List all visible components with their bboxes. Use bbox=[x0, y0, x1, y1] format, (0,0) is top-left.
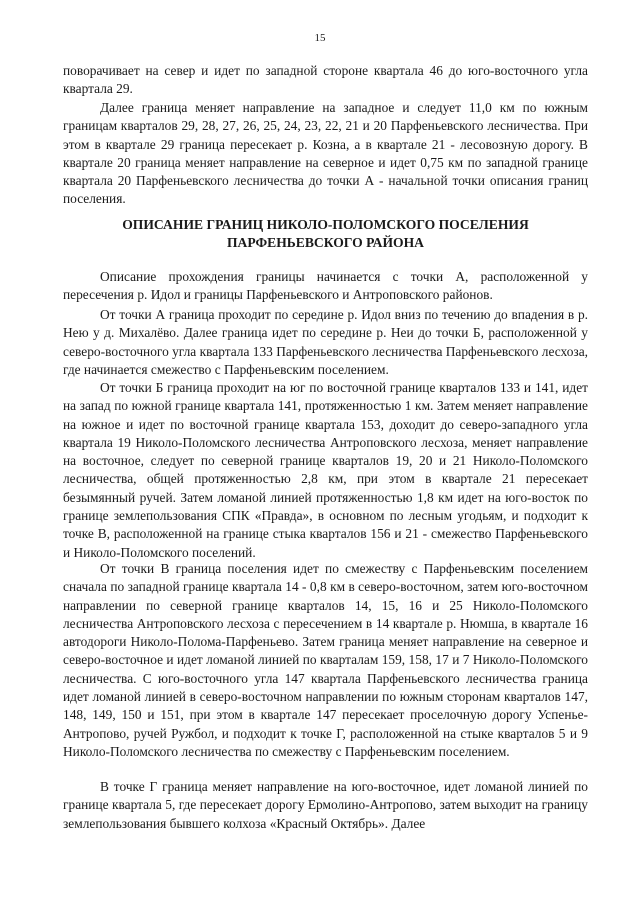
paragraph-start-point: Описание прохождения границы начинается с точки А, расположенной у пересечения р. Идол и границы Парфеньевского и Антроповского районов. bbox=[63, 269, 588, 303]
paragraph-western-boundary: Далее граница меняет направление на западное и следует 11,0 км по южным границам кварталов 29, 28, 27, 26, 25, 24, 23, 22, 21 и 20 Парфеньевского лесничества. При этом в квартале 29 граница пересекает р. Козна, а в квартале 21 - лесовозную дорогу. В квартале 20 граница меняет направление на северное и идет 0,75 км по западной границе квартала 20 Парфеньевского лесничества до точки А - начальной точки описания границ поселения. bbox=[63, 100, 588, 207]
section-heading bbox=[63, 216, 588, 252]
heading-line-1: ОПИСАНИЕ ГРАНИЦ НИКОЛО-ПОЛОМСКОГО ПОСЕЛЕНИЯ bbox=[122, 217, 529, 232]
page-number: 15 bbox=[314, 32, 326, 44]
paragraph-point-g: В точке Г граница меняет направление на юго-восточное, идет ломаной линией по границе квартала 5, где пересекает дорогу Ермолино-Антропово, затем выходит на границу землепользования бывшего колхоза «Красный Октябрь». Далее bbox=[63, 779, 588, 831]
paragraph-point-b: От точки Б граница проходит на юг по восточной границе кварталов 133 и 141, идет на запад по южной границе квартала 141, протяженностью 1 км. Затем меняет направление на южное и идет по восточной границе квартала 153, доходит до северо-западного угла квартала 19 Николо-Поломского лесничества Антроповского лесхоза, меняет направление на восточное, следует по северной границе кварталов 19, 20 и 21 Николо-Поломского лесничества, общей протяженностью 2,8 км, при этом в квартале 21 пересекает безымянный ручей. Затем ломаной линией протяженностью 1,8 км идет на юго-восток по границе землепользования СПК «Правда», в основном по лесным угодьям, и подходит к точке В, расположенной на границе стыка кварталов 156 и 21 - смежество Парфеньевского и Николо-Поломского поселений. bbox=[63, 380, 588, 560]
paragraph-point-a: От точки А граница проходит по середине р. Идол вниз по течению до впадения в р. Нею у д. Михалёво. Далее граница идет по середине р. Неи до точки Б, расположенной у северо-восточного угла квартала 133 Парфеньевского лесничества Парфеньевского лесхоза, где начинается смежество с Парфеньевским поселением. bbox=[63, 307, 588, 377]
heading-line-2: ПАРФЕНЬЕВСКОГО РАЙОНА bbox=[226, 235, 424, 250]
paragraph-continuation: поворачивает на север и идет по западной стороне квартала 46 до юго-восточного угла квартала 29. bbox=[63, 63, 588, 97]
paragraph-point-v: От точки В граница поселения идет по смежеству с Парфеньевским поселением сначала по западной границе квартала 14 - 0,8 км в северо-восточном, затем юго-восточном направлении по северной границе кварталов 14, 15, 16 и 25 Николо-Поломского лесничества Антроповского лесхоза с пересечением в 14 квартале р. Нюмша, в квартале 16 автодороги Николо-Полома-Парфеньево. Затем граница меняет направление на северное и северо-восточное и идет ломаной линией по кварталам 159, 158, 17 и 7 Николо-Поломского лесничества. С юго-восточного угла 147 квартала Парфеньевского лесничества граница идет ломаной линией в северо-восточном направлении по южным сторонам кварталов 147, 148, 149, 150 и 151, при этом в квартале 147 пересекает проселочную дорогу Успенье-Антропово, ручей Ружбол, и подходит к точке Г, расположенной на стыке кварталов 5 и 9 Николо-Поломского лесничества по смежеству с Парфеньевским поселением. bbox=[63, 561, 588, 759]
